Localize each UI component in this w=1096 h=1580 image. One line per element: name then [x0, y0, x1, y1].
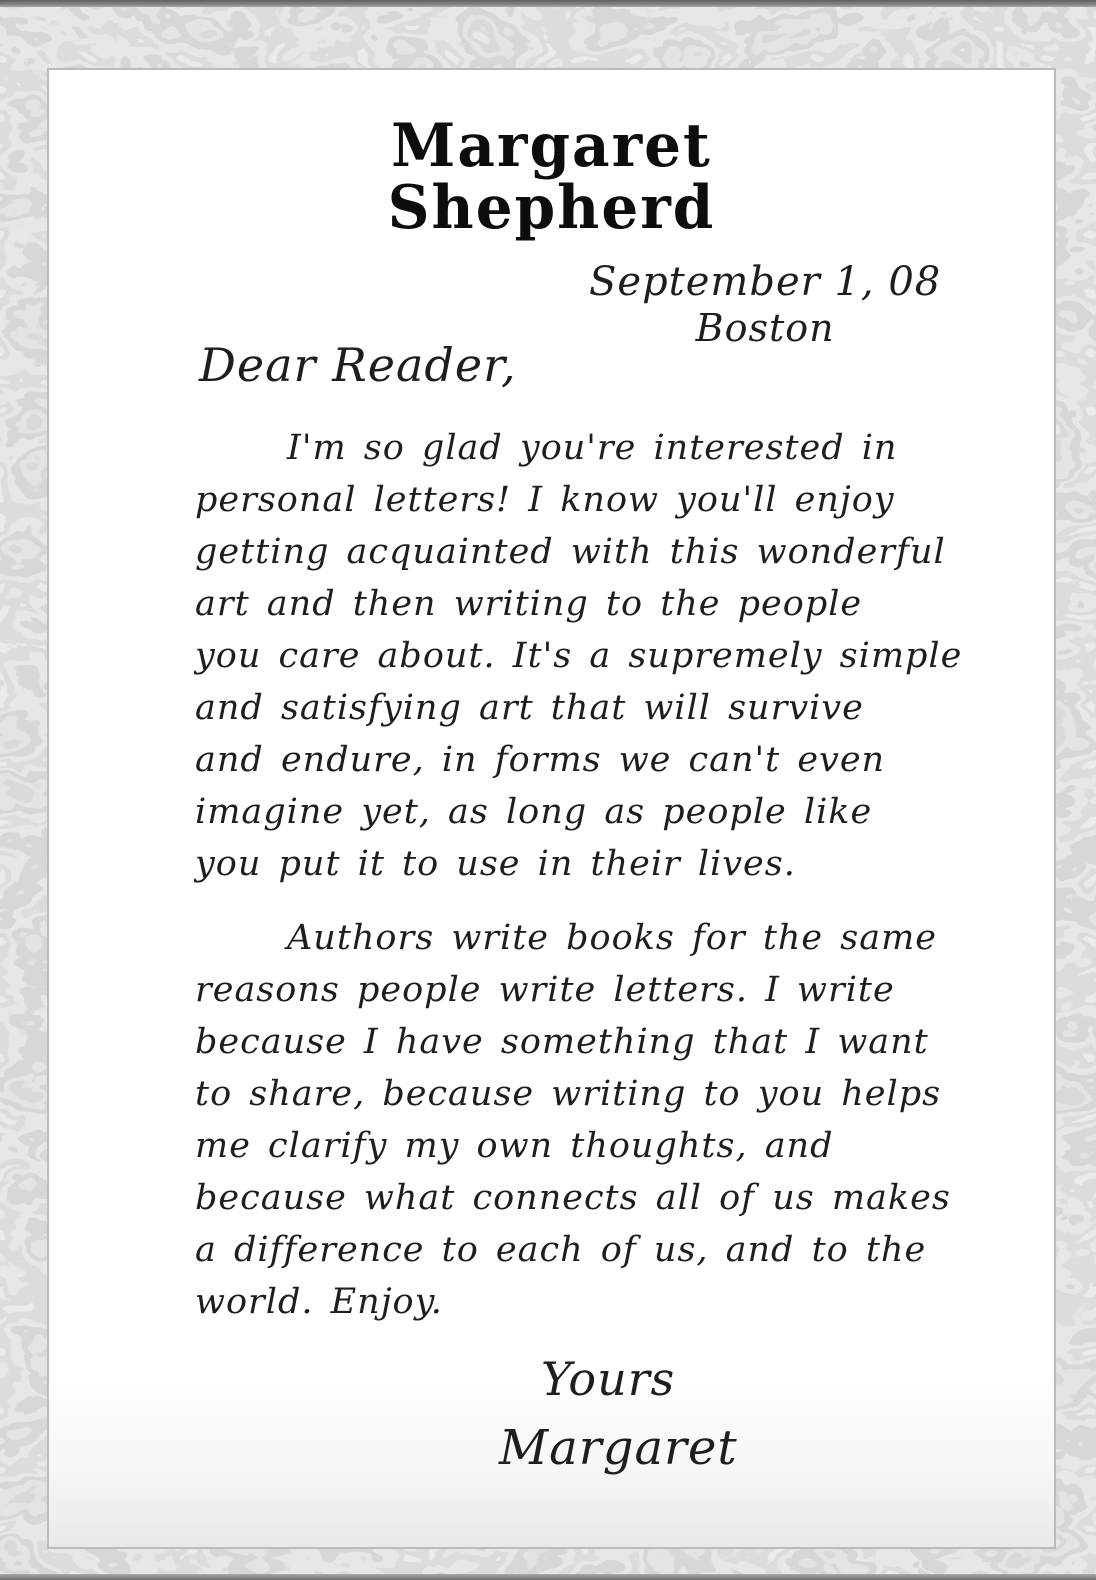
- letter-line: me clarify my own thoughts, and: [195, 1126, 834, 1166]
- letter-line: reasons people write letters. I write: [195, 970, 895, 1010]
- letter-line: because I have something that I want: [195, 1022, 929, 1062]
- letter-line: Authors write books for the same: [287, 918, 938, 958]
- paragraph-1: [195, 422, 962, 890]
- letter-line: personal letters! I know you'll enjoy: [195, 480, 895, 520]
- signature: Margaret: [499, 1420, 738, 1476]
- paragraph-2: [195, 912, 951, 1328]
- letter-line: getting acquainted with this wonderful: [195, 532, 946, 572]
- letterhead-name-line1: Margaret: [391, 109, 712, 181]
- letter-date: September 1, 08: [589, 259, 942, 305]
- letter-place: Boston: [695, 306, 835, 350]
- letter-line: imagine yet, as long as people like: [195, 792, 873, 832]
- letter-line: art and then writing to the people: [195, 584, 863, 624]
- letter-line: to share, because writing to you helps: [195, 1074, 942, 1114]
- letter-line: I'm so glad you're interested in: [287, 428, 898, 468]
- date-block: [589, 258, 941, 350]
- letterhead-name-line2: Shepherd: [387, 171, 716, 243]
- top-edge-bar: [0, 0, 1096, 7]
- letter-line: because what connects all of us makes: [195, 1178, 951, 1218]
- letter-line: world. Enjoy.: [195, 1282, 443, 1322]
- letter-page: [47, 68, 1056, 1549]
- bottom-edge-bar: [0, 1574, 1096, 1580]
- letterhead: [49, 109, 1054, 243]
- letter-line: you care about. It's a supremely simple: [195, 636, 963, 676]
- letter-line: a difference to each of us, and to the: [195, 1230, 927, 1270]
- salutation: Dear Reader,: [199, 338, 517, 392]
- letter-line: you put it to use in their lives.: [195, 844, 796, 884]
- closing: Yours: [541, 1352, 676, 1406]
- letter-line: and satisfying art that will survive: [195, 688, 864, 728]
- letter-line: and endure, in forms we can't even: [195, 740, 886, 780]
